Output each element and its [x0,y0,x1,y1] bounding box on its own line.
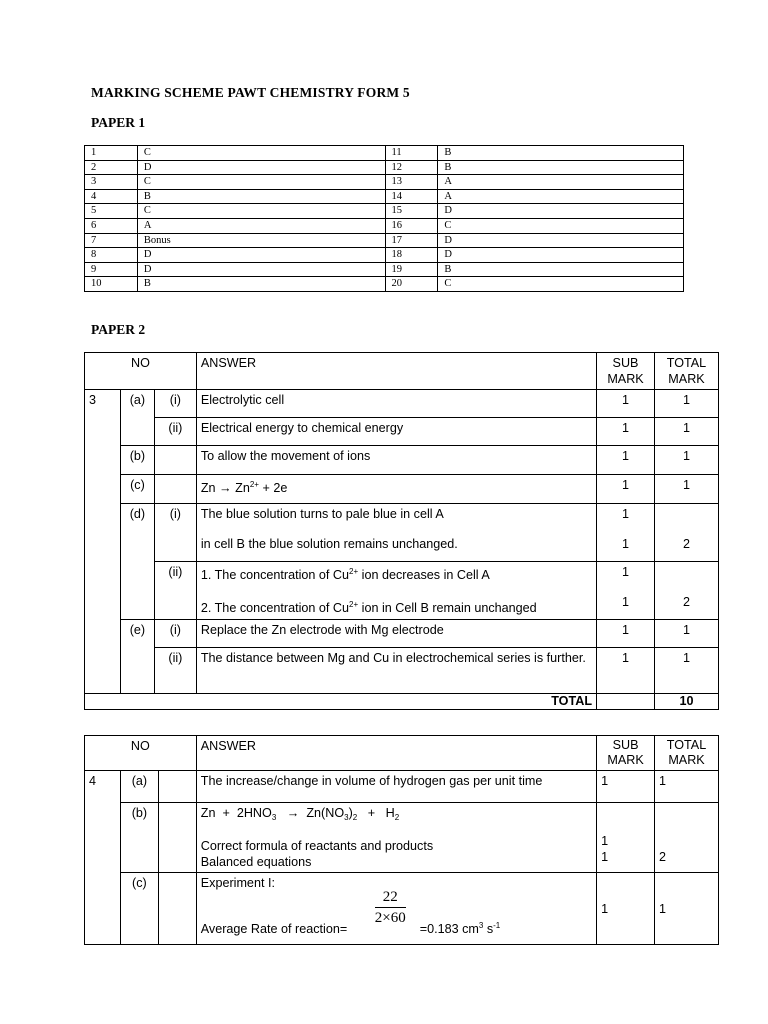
header-no: NO [85,736,197,771]
answer-option: Bonus [137,233,385,248]
question-number: 11 [385,146,438,161]
table-header-row [85,353,719,390]
sub-mark: 1 [597,648,655,694]
paper1-answer-table [84,145,684,292]
answer-option: B [438,160,684,175]
answer-option: D [137,160,385,175]
header-answer: ANSWER [196,736,596,771]
answer-option: B [137,277,385,292]
total-mark: 1 [655,873,719,945]
question4-table [84,735,719,945]
question-number: 15 [385,204,438,219]
table-row [85,218,684,233]
question-number: 17 [385,233,438,248]
question-number: 16 [385,218,438,233]
sub-mark: 1 [597,873,655,945]
answer-option: A [438,175,684,190]
paper2-heading: PAPER 2 [91,322,146,337]
answer-text: $Zn + 2HNO_3$ → $Zn(NO_3)_2$ + $H_2$ Correct formula of reactants and products Balanced equations [196,803,596,873]
total-mark: 2 [654,504,718,562]
sub-mark: 1 1 [597,504,655,562]
table-row [85,233,684,248]
total-mark: 1 [655,771,719,803]
table-row [85,248,684,263]
answer-option: D [137,248,385,263]
sub-mark: 1 [597,390,655,418]
table-row [85,418,719,446]
answer-text: Replace the Zn electrode with Mg electrode [196,620,596,648]
subpart-label: (i) [154,390,196,418]
question-number: 1 [85,146,138,161]
question-number: 14 [385,189,438,204]
answer-option: D [137,262,385,277]
sub-mark: 1 [597,620,655,648]
question-number: 3 [85,175,138,190]
answer-option: A [137,218,385,233]
part-label: (b) [120,803,158,873]
total-row [85,694,719,710]
table-row [85,446,719,475]
question-number: 2 [85,160,138,175]
part-label: (a) [120,390,154,418]
sub-mark: 1 [597,418,655,446]
total-mark: 1 [654,418,718,446]
header-answer: ANSWER [196,353,596,390]
answer-text: The increase/change in volume of hydrogen gas per unit time [196,771,596,803]
answer-option: B [438,262,684,277]
answer-text: Electrolytic cell [196,390,596,418]
total-mark: 2 [655,803,719,873]
question-number: 8 [85,248,138,263]
question-number: 6 [85,218,138,233]
table-row [85,771,719,803]
answer-text: The distance between Mg and Cu in electrochemical series is further. [196,648,596,694]
table-row [85,390,719,418]
sub-mark: 1 1 [597,562,655,620]
header-no: NO [85,353,197,390]
question-number: 13 [385,175,438,190]
table-row [85,475,719,504]
part-label: (c) [120,873,158,945]
answer-option: B [137,189,385,204]
header-total-mark: TOTAL MARK [655,736,719,771]
question-number: 19 [385,262,438,277]
chemical-equation: $Zn + 2HNO_3$ → $Zn(NO_3)_2$ + $H_2$ [200,806,400,822]
total-mark: 1 [654,390,718,418]
total-label: TOTAL [85,694,597,710]
subpart-label: (ii) [154,418,196,446]
question-number: 20 [385,277,438,292]
ionic-equation: $Zn \to Zn^{2+} + 2e$ [196,475,596,504]
subpart-label: (ii) [154,562,196,620]
question-number: 3 [85,390,121,418]
total-mark: 1 [654,648,718,694]
sub-mark: 1 [597,446,655,475]
answer-text: 1. The concentration of $Cu^{2+}$ ion decreases in Cell A 2. The concentration of $Cu^{2+}$ ion in Cell B remain unchanged [196,562,596,620]
answer-option: C [137,146,385,161]
part-label: (a) [120,771,158,803]
sub-mark: 1 [597,771,655,803]
answer-text: Experiment I: Average Rate of reaction= $\frac{22}{2\times 60}$ =0.183 $cm^3$ $s^{-1}$ [196,873,596,945]
table-row [85,262,684,277]
table-row [85,562,719,620]
subpart-label: (i) [154,620,196,648]
question-number: 9 [85,262,138,277]
table-row [85,504,719,562]
question-number: 4 [85,189,138,204]
rate-fraction: $\frac{22}{2\times 60}$ [374,889,406,926]
table-row [85,803,719,873]
total-mark: 2 [654,562,718,620]
question-number: 5 [85,204,138,219]
answer-option: D [438,248,684,263]
table-row [85,873,719,945]
answer-text: Electrical energy to chemical energy [196,418,596,446]
paper1-heading: PAPER 1 [91,115,146,130]
table-row [85,175,684,190]
header-sub-mark: SUB MARK [597,353,655,390]
question-number: 7 [85,233,138,248]
table-row [85,620,719,648]
sub-mark: 1 [597,475,655,504]
table-row [85,204,684,219]
part-label: (e) [120,620,154,648]
question-number: 10 [85,277,138,292]
document-title: MARKING SCHEME PAWT CHEMISTRY FORM 5 [91,85,410,100]
subpart-label: (ii) [154,648,196,694]
total-value: 10 [654,694,718,710]
table-row [85,648,719,694]
answer-option: D [438,233,684,248]
header-total-mark: TOTAL MARK [654,353,718,390]
answer-option: C [438,218,684,233]
question3-table [84,352,719,710]
part-label: (b) [120,446,154,475]
total-mark: 1 [654,620,718,648]
subpart-label: (i) [154,504,196,562]
table-row [85,146,684,161]
part-label: (d) [120,504,154,562]
table-row [85,160,684,175]
part-label: (c) [120,475,154,504]
answer-text: The blue solution turns to pale blue in cell A in cell B the blue solution remains unchanged. [196,504,596,562]
total-mark: 1 [654,475,718,504]
answer-option: A [438,189,684,204]
answer-option: C [438,277,684,292]
sub-mark: 1 1 [597,803,655,873]
table-row [85,277,684,292]
answer-text: To allow the movement of ions [196,446,596,475]
table-header-row [85,736,719,771]
header-sub-mark: SUB MARK [597,736,655,771]
answer-option: C [137,204,385,219]
answer-option: C [137,175,385,190]
question-number: 18 [385,248,438,263]
table-row [85,189,684,204]
question-number: 4 [85,771,121,803]
answer-option: D [438,204,684,219]
answer-option: B [438,146,684,161]
total-mark: 1 [654,446,718,475]
question-number: 12 [385,160,438,175]
